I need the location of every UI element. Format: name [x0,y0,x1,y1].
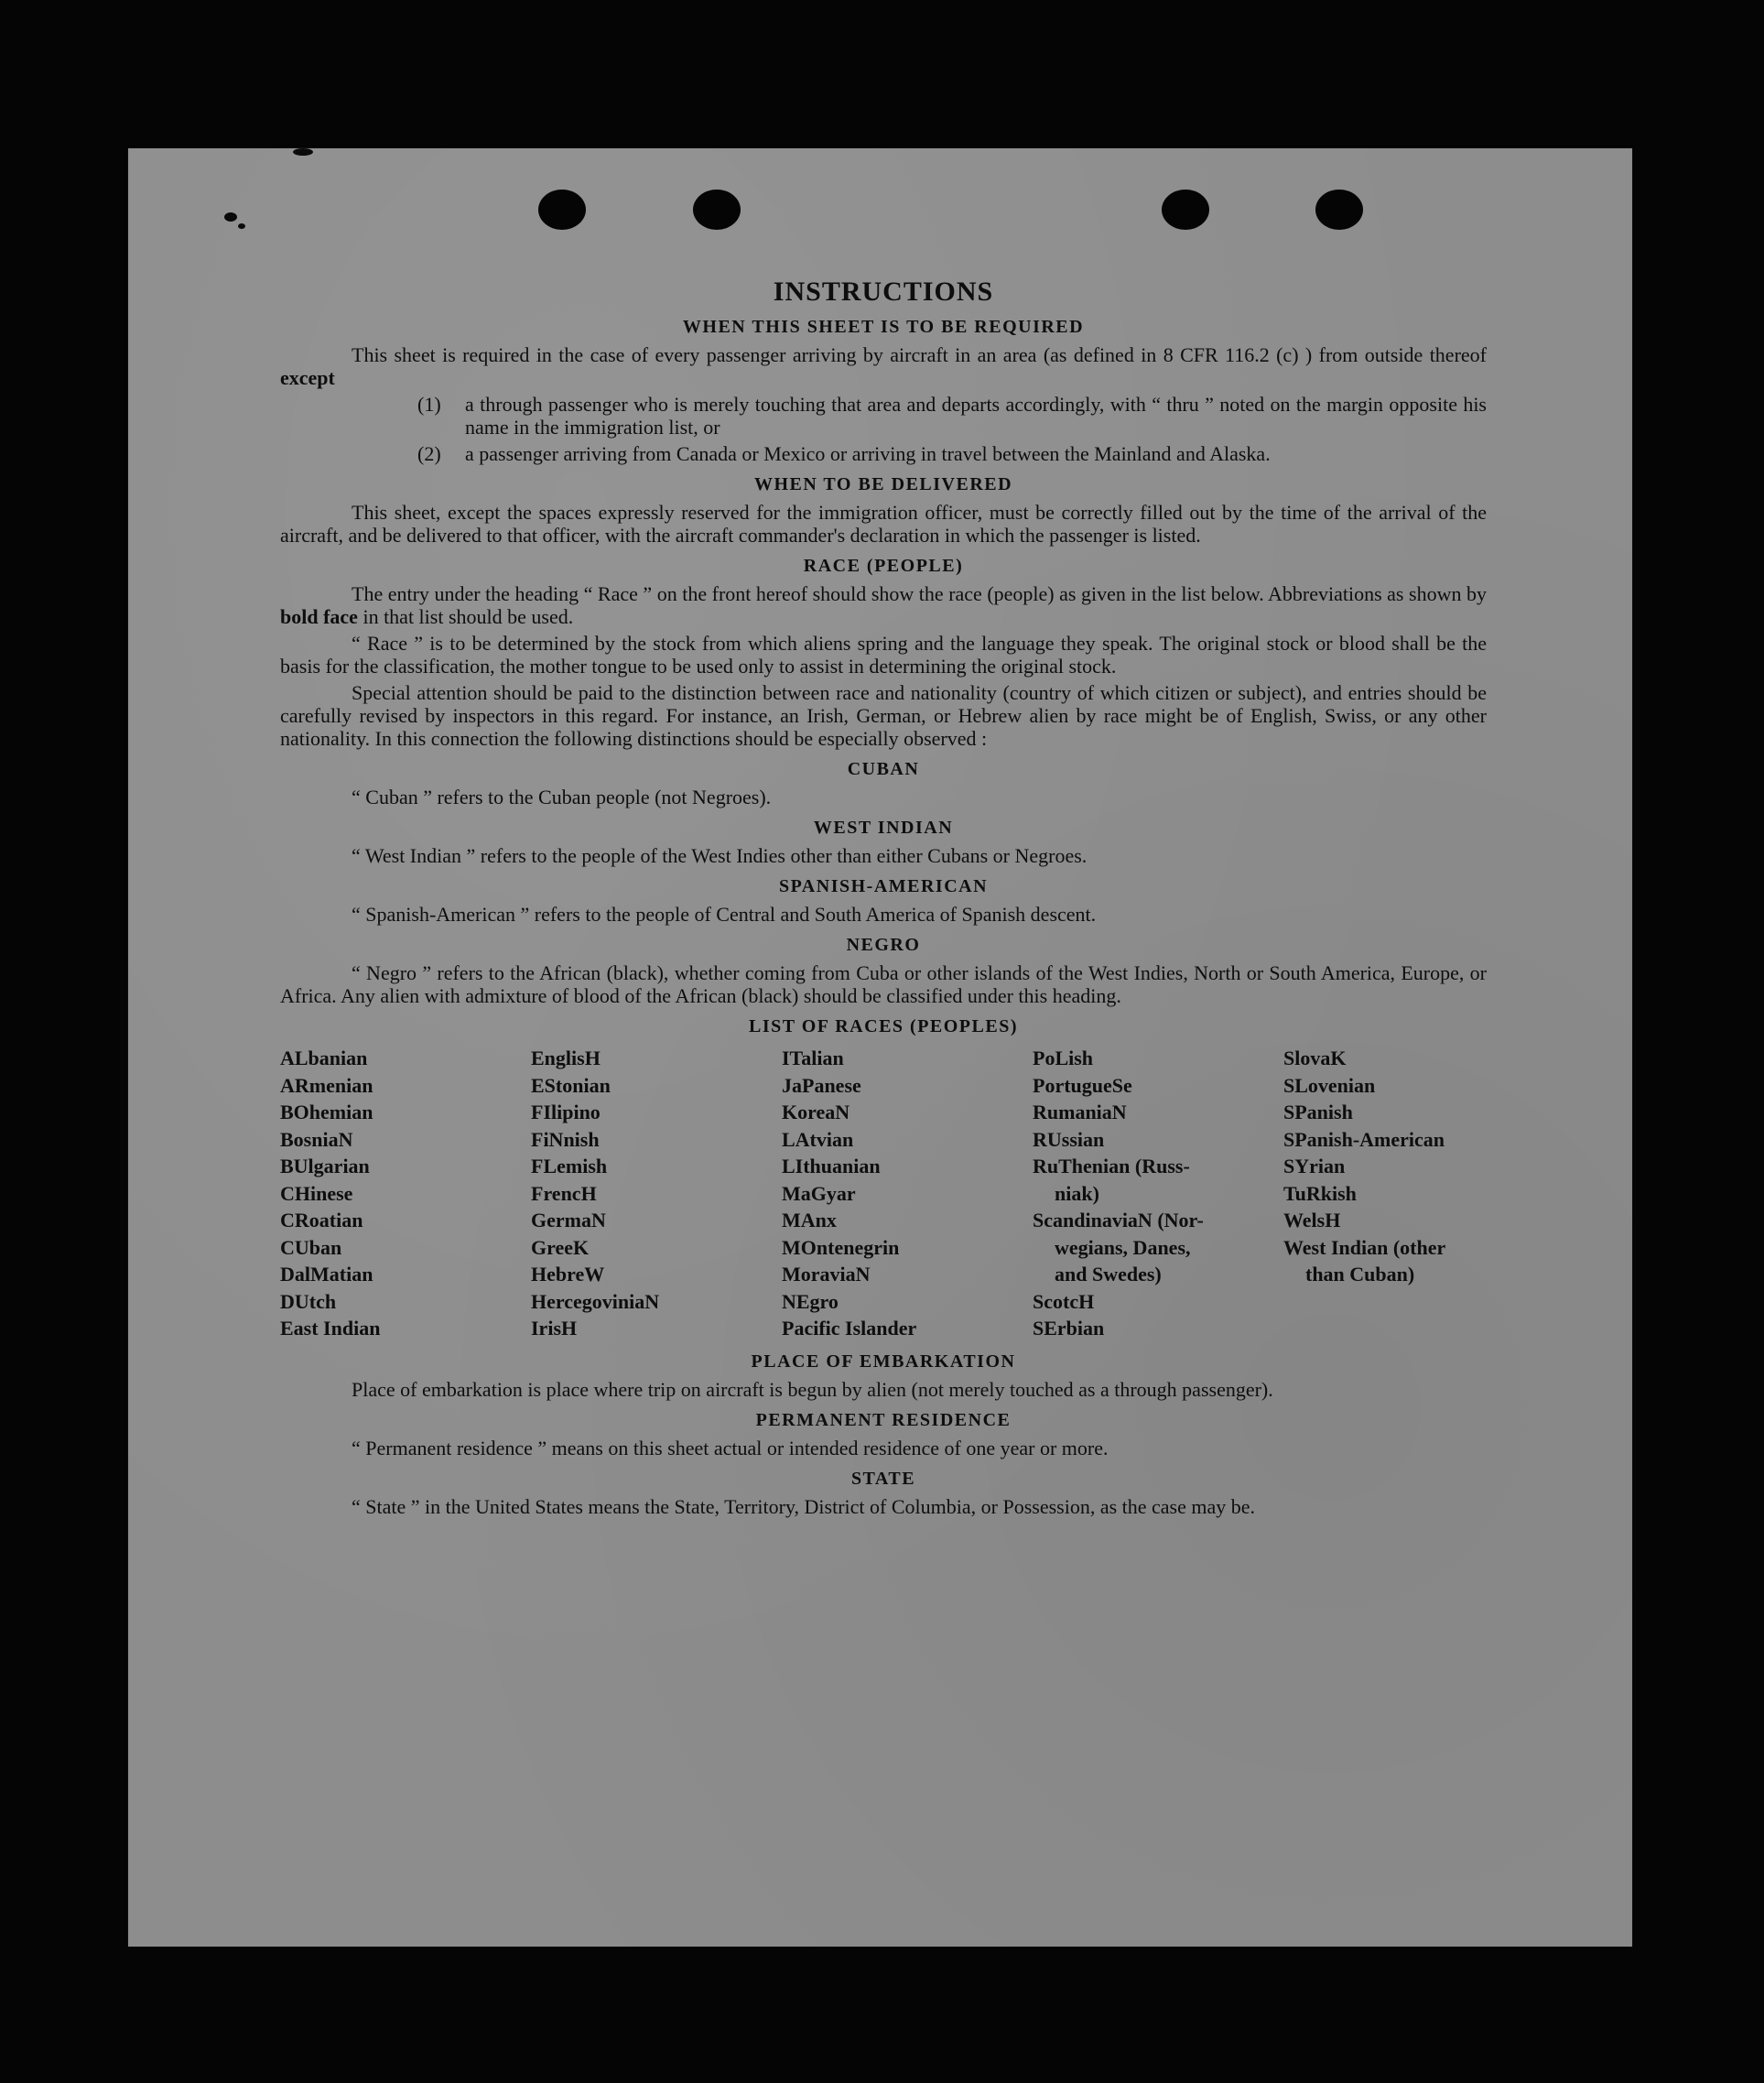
race-entry: FLemish [531,1155,608,1177]
race-entry: KoreaN [782,1101,850,1123]
punch-hole [693,190,741,230]
race-list [280,1045,1487,1342]
cuban-text: “ Cuban ” refers to the Cuban people (not Negroes). [352,786,772,808]
exception-text: a through passenger who is merely touching that area and departs accordingly, with “ thru ” noted on the margin opposite his name in the immigration list, or [465,393,1487,439]
race-entry: GreeK [531,1235,590,1259]
race-entry: SErbian [1033,1317,1105,1340]
ink-speck [238,223,245,229]
heading-when-delivered: WHEN TO BE DELIVERED [753,474,1013,494]
race-p1-after: in that list should be used. [363,605,574,628]
race-entry: GermaN [531,1209,606,1231]
race-column [782,1045,1033,1342]
state-text: “ State ” in the United States means the State, Territory, District of Columbia, or Possession, as the case may be. [352,1494,1256,1518]
heading-cuban: CUBAN [847,759,920,779]
race-entry: wegians, Danes, [1055,1235,1191,1259]
race-column [280,1045,531,1342]
exception-item [417,442,1487,465]
race-entry: RuThenian (Russ- [1033,1155,1190,1177]
residence-text: “ Permanent residence ” means on this sheet actual or intended residence of one year or more. [352,1436,1109,1459]
race-entry: WelsH [1283,1209,1341,1231]
race-entry: ScandinaviaN (Nor- [1033,1209,1204,1231]
race-entry: SPanish [1283,1101,1353,1123]
race-entry: PoLish [1033,1047,1094,1069]
race-entry: ITalian [782,1047,844,1069]
race-column [1283,1045,1534,1342]
spanish-american-text: “ Spanish-American ” refers to the people of Central and South America of Spanish descent. [352,903,1097,926]
race-entry: HercegoviniaN [531,1289,660,1313]
when-required-intro-text: This sheet is required in the case of every passenger arriving by aircraft in an area (as defined in 8 CFR 116.2 (c) ) from outside thereof [352,343,1487,366]
race-entry: West Indian (other [1283,1235,1446,1259]
race-entry: FIlipino [531,1101,601,1123]
exception-text: a passenger arriving from Canada or Mexico or arriving in travel between the Mainland and Alaska. [465,442,1271,465]
race-paragraph-1 [280,582,1487,628]
race-entry: East Indian [280,1317,381,1340]
race-entry: RumaniaN [1033,1101,1127,1123]
race-entry: SlovaK [1283,1047,1347,1069]
embarkation-text: Place of embarkation is place where trip on aircraft is begun by alien (not merely touched as a through passenger). [352,1377,1273,1401]
race-paragraph-2: “ Race ” is to be determined by the stock from which aliens spring and the language they speak. The original stock or blood shall be the basis for the classification, the mother tongue to be used only to assist in determining the original stock. [280,632,1487,678]
race-entry: NEgro [782,1289,839,1313]
race-entry: LIthuanian [782,1155,881,1177]
ink-speck [293,148,313,156]
race-column [531,1045,782,1342]
punch-hole [538,190,586,230]
race-p1-before: The entry under the heading “ Race ” on the front hereof should show the race (people) as given in the list below. Abbreviations as shown by [352,582,1487,605]
heading-west-indian: WEST INDIAN [813,818,954,838]
race-entry: BOhemian [280,1101,373,1123]
exception-number: (1) [417,393,441,416]
heading-when-required: WHEN THIS SHEET IS TO BE REQUIRED [682,317,1085,337]
race-entry: DalMatian [280,1263,373,1286]
exception-number: (2) [417,442,441,465]
race-entry: BUlgarian [280,1155,370,1177]
race-entry: Pacific Islander [782,1317,917,1340]
exception-item [417,393,1487,439]
race-entry: and Swedes) [1055,1263,1162,1286]
page-title: INSTRUCTIONS [773,277,994,307]
race-entry: MaGyar [782,1181,856,1205]
race-entry: DUtch [280,1289,337,1313]
race-entry: MAnx [782,1209,837,1231]
race-entry: ARmenian [280,1073,373,1097]
race-entry: BosniaN [280,1127,353,1151]
west-indian-text: “ West Indian ” refers to the people of the West Indies other than either Cubans or Negroes. [352,844,1088,867]
race-entry: SPanish-American [1283,1127,1445,1151]
race-entry: EnglisH [531,1047,601,1069]
race-entry: ScotcH [1033,1289,1095,1313]
race-entry: FiNnish [531,1127,600,1151]
race-entry: LAtvian [782,1127,854,1151]
instruction-sheet [128,148,1632,1947]
heading-negro: NEGRO [846,935,921,955]
race-entry: CHinese [280,1181,353,1205]
instructions-content [280,277,1487,1522]
race-entry: TuRkish [1283,1181,1357,1205]
race-entry: CUban [280,1235,342,1259]
race-entry: IrisH [531,1317,578,1340]
when-required-intro [280,343,1487,389]
heading-race: RACE (PEOPLE) [803,556,964,576]
when-required-except: except [280,366,335,389]
race-entry: FrencH [531,1181,597,1205]
punch-hole [1162,190,1209,230]
race-entry: ALbanian [280,1047,368,1069]
when-delivered-text: This sheet, except the spaces expressly reserved for the immigration officer, must be correctly filled out by the time of the arrival of the aircraft, and be delivered to that officer, with the aircraft commander's declaration in which the passenger is listed. [280,501,1487,547]
heading-embarkation: PLACE OF EMBARKATION [751,1351,1016,1372]
race-entry: PortugueSe [1033,1073,1132,1097]
race-entry: EStonian [531,1073,611,1097]
race-entry: SYrian [1283,1155,1346,1177]
race-entry: HebreW [531,1263,605,1286]
race-entry: MOntenegrin [782,1235,900,1259]
race-entry: niak) [1055,1181,1099,1205]
negro-text: “ Negro ” refers to the African (black), whether coming from Cuba or other islands of the West Indies, North or South America, Europe, or Africa. Any alien with admixture of blood of the African (black) should be classified under this heading. [280,961,1487,1007]
heading-spanish-american: SPANISH-AMERICAN [778,876,989,896]
race-entry: MoraviaN [782,1263,871,1286]
race-entry: than Cuban) [1305,1263,1415,1286]
heading-residence: PERMANENT RESIDENCE [755,1409,1012,1430]
ink-speck [224,212,237,222]
race-paragraph-3: Special attention should be paid to the distinction between race and nationality (country of which citizen or subject), and entries should be carefully revised by inspectors in this regard. For instance, an Irish, German, or Hebrew alien by race might be of English, Swiss, or any other nationality. In this connection the following distinctions should be especially observed : [280,681,1487,750]
heading-state: STATE [850,1468,916,1489]
heading-list-of-races: LIST OF RACES (PEOPLES) [748,1016,1018,1036]
race-entry: CRoatian [280,1209,363,1231]
race-entry: JaPanese [782,1073,861,1097]
race-column [1033,1045,1283,1342]
punch-hole [1315,190,1363,230]
race-entry: RUssian [1033,1127,1105,1151]
race-p1-bold: bold face [280,605,358,628]
race-entry: SLovenian [1283,1073,1376,1097]
